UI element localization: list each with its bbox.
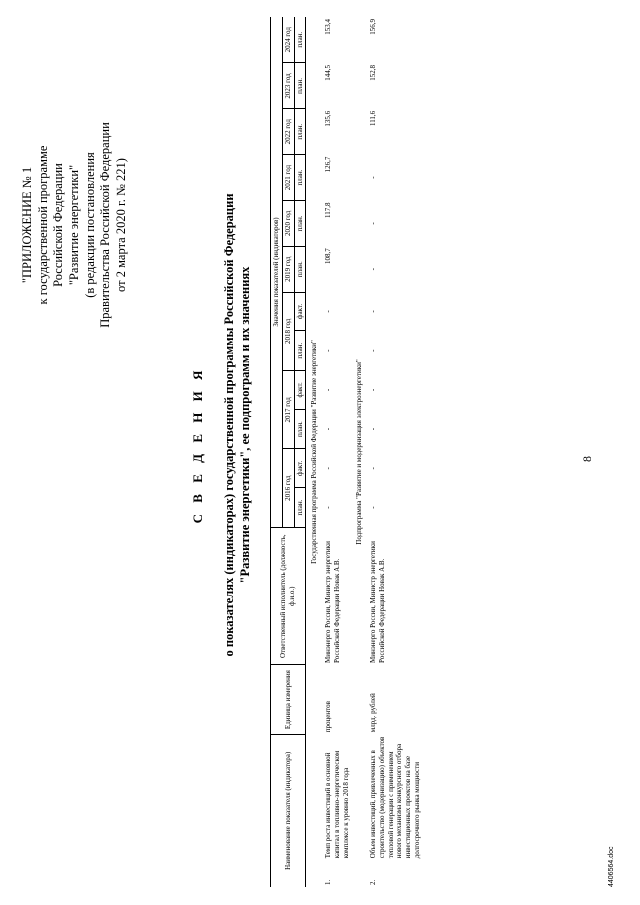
appendix-line: "Развитие энергетики" [66, 164, 81, 286]
value-cell: - [324, 310, 332, 313]
value-cell: - [369, 310, 377, 313]
header-executor: Ответственный исполнитель (должность, ф.и.о.) [271, 527, 306, 665]
value-cell: - [369, 506, 377, 509]
header-fact: факт. [294, 371, 306, 410]
appendix-line: Российской Федерации [51, 163, 66, 287]
value-cell: - [369, 268, 377, 271]
value-cell: - [324, 388, 332, 392]
document-title: С В Е Д Е Н И Я [190, 366, 205, 524]
footer-filename: 4406564.doc [608, 846, 615, 887]
header-plan: план. [294, 409, 306, 449]
value-cell: 156,9 [369, 19, 377, 35]
value-cell: 126,7 [324, 156, 332, 173]
section-row [306, 17, 323, 887]
indicators-table [270, 17, 423, 887]
value-cell: - [324, 506, 332, 509]
header-plan: план. [294, 17, 306, 63]
header-year-2017: 2017 год [282, 371, 294, 449]
header-plan: план. [294, 63, 306, 109]
section-title-program: Государственная программа Российской Федерации "Развитие энергетики" [310, 340, 319, 564]
appendix-line: Правительства Российской Федерации [98, 122, 113, 328]
value-cell: - [369, 222, 377, 225]
value-cell: - [369, 427, 377, 431]
header-plan: план. [294, 246, 306, 292]
header-values-group: Значения показателей (индикаторов) [271, 17, 283, 527]
indicator-name: Объем инвестиций, привлеченных в строительство (модернизацию) объектов тепловой генерации с применением нового механизма конкурсного отбора инвестиционных проектов на базе долгосрочного рынка мощности [369, 736, 421, 859]
header-plan: план. [294, 200, 306, 246]
indicator-unit: процентов [324, 701, 332, 733]
value-cell: 117,8 [324, 202, 332, 218]
value-cell: - [369, 176, 377, 179]
indicator-unit: млрд. рублей [369, 693, 377, 733]
appendix-line: от 2 марта 2020 г. № 221) [113, 158, 128, 292]
header-fact: факт. [294, 292, 306, 331]
value-cell: - [324, 467, 332, 470]
document-subtitle [222, 65, 253, 785]
page-number: 8 [580, 456, 594, 462]
row-number: 1. [324, 879, 332, 885]
header-year-2016: 2016 год [282, 449, 294, 527]
indicator-executor: Минэнерго России, Министр энергетики Российской Федерации Новак А.В. [324, 541, 341, 663]
header-unit: Единица измерения [271, 665, 306, 734]
header-plan: план. [294, 488, 306, 528]
value-cell: 111,6 [369, 110, 377, 127]
header-year-2024: 2024 год [282, 17, 294, 63]
header-year-2022: 2022 год [282, 109, 294, 155]
subtitle-line: о показателях (индикаторах) государственной программы Российской Федерации [222, 193, 236, 657]
value-cell: - [369, 467, 377, 470]
header-year-2019: 2019 год [282, 246, 294, 292]
row-number: 2. [369, 879, 377, 885]
value-cell: 108,7 [324, 248, 332, 265]
value-cell: 153,4 [324, 19, 332, 35]
indicator-name: Темп роста инвестиций в основной капитал в топливно-энергетическом комплексе к уровню 2018 года [324, 750, 350, 859]
header-plan: план. [294, 109, 306, 155]
appendix-line: (в редакции постановления [82, 152, 97, 298]
header-year-2018: 2018 год [282, 292, 294, 370]
value-cell: 152,8 [369, 64, 377, 81]
section-row [351, 17, 368, 887]
value-cell: - [369, 388, 377, 392]
table-row [368, 17, 423, 887]
header-fact: факт. [294, 449, 306, 488]
value-cell: 144,5 [324, 64, 332, 81]
appendix-line: к государственной программе [35, 145, 50, 305]
value-cell: 135,6 [324, 110, 332, 127]
value-cell: - [324, 427, 332, 431]
section-title-subprogram: Подпрограмма "Развитие и модернизация электроэнергетики" [355, 359, 364, 545]
subtitle-line: "Развитие энергетики", ее подпрограмм и их значениях [237, 266, 252, 584]
header-year-2020: 2020 год [282, 200, 294, 246]
value-cell: - [369, 349, 377, 352]
header-year-2023: 2023 год [282, 63, 294, 109]
table-row [323, 17, 351, 887]
appendix-header [20, 25, 129, 425]
header-plan: план. [294, 331, 306, 371]
header-plan: план. [294, 155, 306, 201]
appendix-line: "ПРИЛОЖЕНИЕ № 1 [20, 166, 34, 284]
header-indicator-name: Наименование показателя (индикатора) [271, 734, 306, 887]
indicator-executor: Минэнерго России, Министр энергетики Российской Федерации Новак А.В. [369, 541, 386, 663]
header-year-2021: 2021 год [282, 155, 294, 201]
value-cell: - [324, 349, 332, 352]
